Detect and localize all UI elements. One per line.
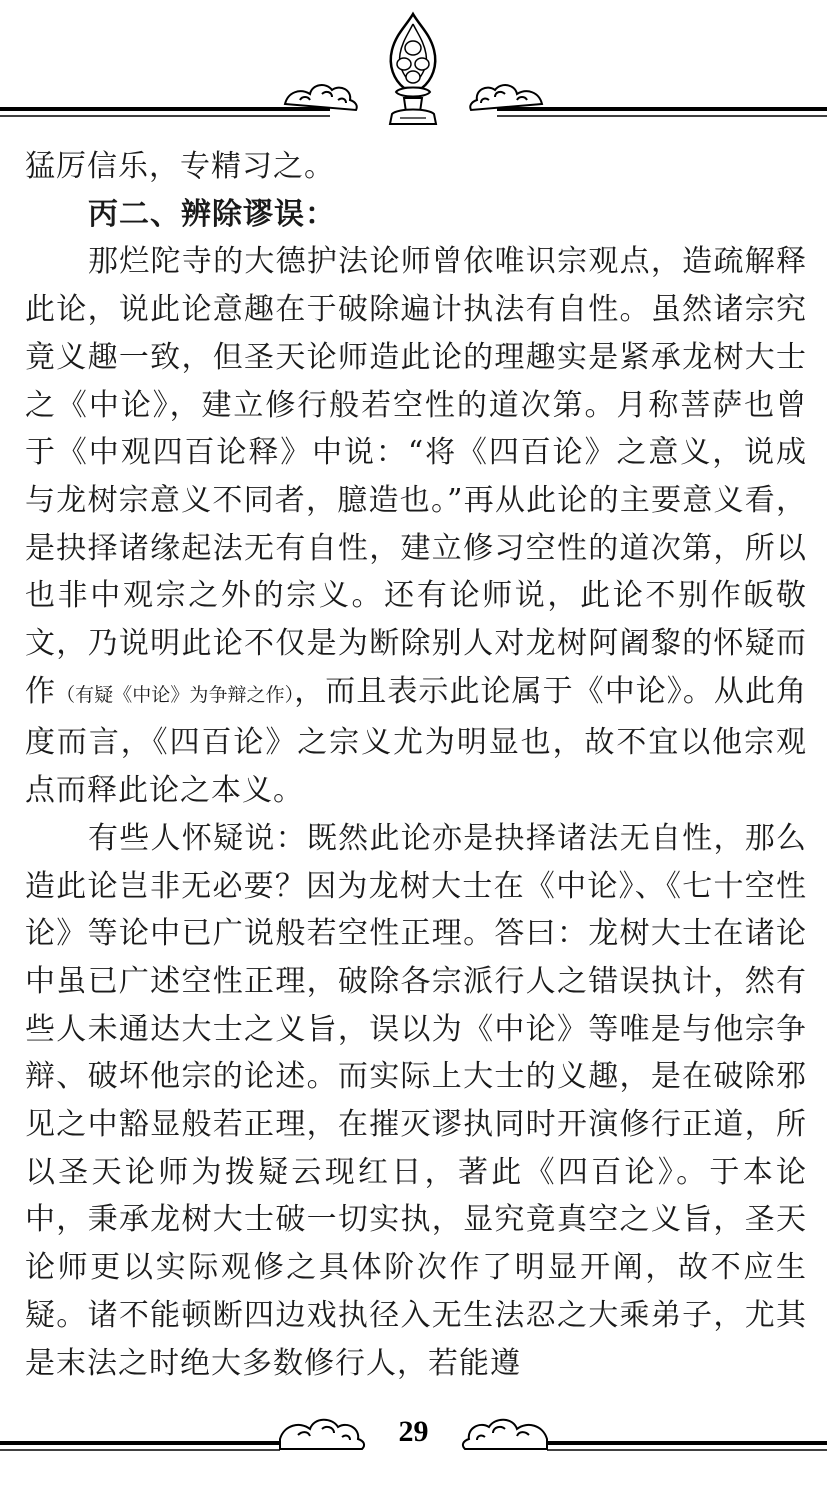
- paragraph-1: 猛厉信乐，专精习之。: [25, 149, 335, 184]
- page-number: 29: [398, 1415, 429, 1448]
- inline-note: （有疑《中论》为争辩之作）: [56, 683, 295, 706]
- right-cloud-icon: [470, 85, 542, 110]
- header-ornament: [0, 0, 827, 140]
- body-text: [25, 143, 807, 1387]
- paragraph-2-main: 那烂陀寺的大德护法论师曾依唯识宗观点，造疏解释此论，说此论意趣在于破除遍计执法有自性。虽然诸宗究竟义趣一致，但圣天论师造此论的理趣实是紧承龙树大士之《中论》，建立修行般若空性的道次第。月称菩萨也曾于《中观四百论释》中说：“将《四百论》之意义，说成与龙树宗意义不同者，臆造也。”再从此论的主要意义看，是抉择诸缘起法无有自性，建立修习空性的道次第，所以也非中观宗之外的宗义。还有论师说，此论不别作皈敬文，乃说明此论不仅是为断除别人对龙树阿阇黎的怀疑而作: [25, 244, 807, 709]
- left-cloud-icon: [285, 85, 357, 110]
- paragraph-3: 有些人怀疑说：既然此论亦是抉择诸法无自性，那么造此论岂非无必要？因为龙树大士在《中论》、《七十空性论》等论中已广说般若空性正理。答曰：龙树大士在诸论中虽已广述空性正理，破除各宗派行人之错误执计，然有些人未通达大士之义旨，误以为《中论》等唯是与他宗争辩、破坏他宗的论述。而实际上大士的义趣，是在破除邪见之中豁显般若正理，在摧灭谬执同时开演修行正道，所以圣天论师为拨疑云现红日，著此《四百论》。于本论中，秉承龙树大士破一切实执，显究竟真空之义旨，圣天论师更以实际观修之具体阶次作了明显开阐，故不应生疑。诸不能顿断四边戏执径入无生法忍之大乘弟子，尤其是末法之时绝大多数修行人，若能遵: [25, 820, 807, 1381]
- paragraph-2-tail: ，而且表示此论属于《中论》。从此角度而言，《四百论》之宗义尤为明显也，故不宜以他宗观点而释此论之本义。: [25, 673, 808, 809]
- paragraph-2: [25, 238, 807, 814]
- header-ornament-graphic: [0, 0, 827, 140]
- flaming-jewel-icon: [390, 14, 436, 124]
- section-heading: 丙二、辨除谬误：: [88, 196, 336, 232]
